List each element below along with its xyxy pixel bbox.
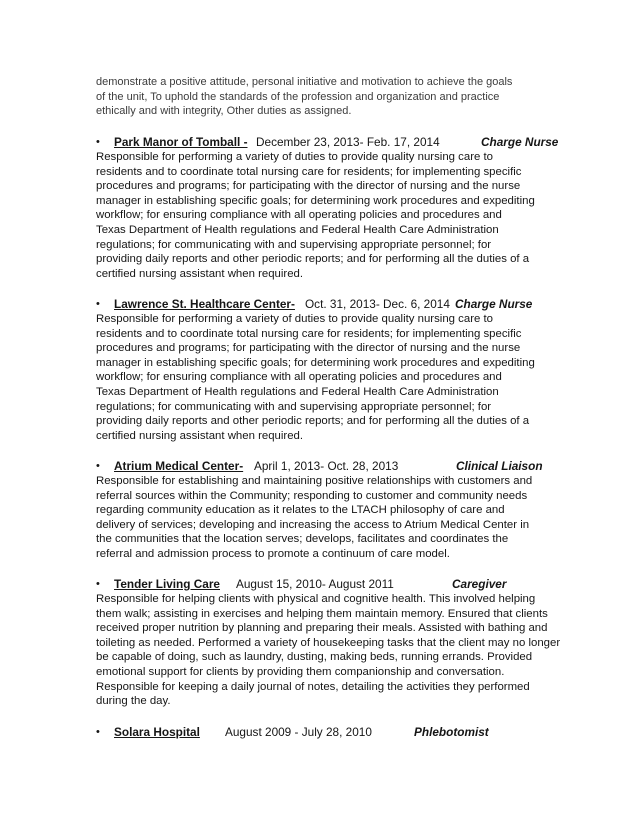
employer-name: Tender Living Care [114, 577, 220, 591]
employer-name: Lawrence St. Healthcare Center- [114, 297, 295, 311]
job-description [96, 312, 576, 443]
description-line: workflow; for ensuring compliance with all operating policies and procedures and [96, 371, 502, 384]
description-line: procedures and programs; for participating with the director of nursing and the nurse [96, 342, 521, 355]
job-description [96, 474, 576, 562]
description-line: regarding community education as it relates to the LTACH philosophy of care and [96, 504, 505, 517]
employment-dates: August 2009 - July 28, 2010 [225, 725, 372, 739]
employer-name: Park Manor of Tomball - [114, 135, 248, 149]
description-line: received proper nutrition by planning and preparing their meals. Assisted with bathing and [96, 622, 548, 635]
employment-dates: December 23, 2013- Feb. 17, 2014 [256, 135, 440, 149]
job-description [96, 150, 576, 281]
description-line: Texas Department of Health regulations and Federal Health Care Administration [96, 223, 499, 236]
description-line: certified nursing assistant when required. [96, 429, 304, 442]
description-line: manager in establishing specific goals; for determining work procedures and expediting [96, 356, 535, 369]
employer-name: Atrium Medical Center- [114, 459, 244, 473]
employer-name: Solara Hospital [114, 725, 200, 739]
description-line: them walk; assisting in exercises and helping them maintain memory. Ensured that clients [96, 607, 548, 620]
description-line: Responsible for helping clients with physical and cognitive health. This involved helping [96, 593, 536, 605]
job-header [96, 134, 576, 150]
description-line: regulations; for communicating with and supervising appropriate personnel; for [96, 238, 492, 251]
bullet-icon: • [96, 136, 100, 148]
bullet-icon: • [96, 726, 100, 738]
description-line: Texas Department of Health regulations and Federal Health Care Administration [96, 385, 499, 398]
job-title: Caregiver [452, 577, 507, 591]
job-header [96, 724, 576, 740]
description-line: workflow; for ensuring compliance with all operating policies and procedures and [96, 209, 502, 222]
job-title: Charge Nurse [455, 297, 533, 311]
description-line: during the day. [96, 695, 171, 708]
description-line: procedures and programs; for participating with the director of nursing and the nurse [96, 180, 521, 193]
description-line: the communities that the location serves; develops, facilitates and coordinates the [96, 533, 509, 546]
job-header [96, 458, 576, 474]
job-header [96, 296, 576, 312]
description-line: referral sources within the Community; responding to customer and community needs [96, 489, 528, 502]
employment-dates: April 1, 2013- Oct. 28, 2013 [254, 459, 399, 473]
intro-line: of the unit, To uphold the standards of the profession and organization and practice [96, 90, 500, 103]
employment-dates: Oct. 31, 2013- Dec. 6, 2014 [305, 297, 450, 311]
job-entry-atrium [96, 458, 576, 562]
job-header [96, 576, 576, 592]
description-line: Responsible for establishing and maintaining positive relationships with customers and [96, 475, 533, 487]
description-line: residents and to coordinate total nursing care for residents; for implementing specific [96, 165, 522, 178]
description-line: regulations; for communicating with and supervising appropriate personnel; for [96, 400, 492, 413]
description-line: certified nursing assistant when required. [96, 267, 304, 280]
bullet-icon: • [96, 460, 100, 472]
job-title: Charge Nurse [481, 135, 559, 149]
description-line: Responsible for performing a variety of duties to provide quality nursing care to [96, 313, 493, 325]
description-line: Responsible for performing a variety of duties to provide quality nursing care to [96, 151, 493, 163]
description-line: providing daily reports and other periodic reports; and for performing all the duties of a [96, 415, 530, 428]
description-line: emotional support for clients by providing them companionship and conversation. [96, 665, 505, 678]
job-title: Phlebotomist [414, 725, 489, 739]
intro-paragraph [96, 75, 566, 119]
description-line: providing daily reports and other periodic reports; and for performing all the duties of a [96, 253, 530, 266]
job-entry-park-manor [96, 134, 576, 281]
bullet-icon: • [96, 578, 100, 590]
description-line: referral and admission process to promote a continuum of care model. [96, 547, 450, 560]
employment-dates: August 15, 2010- August 2011 [236, 577, 394, 591]
job-title: Clinical Liaison [456, 459, 543, 473]
job-description [96, 592, 576, 709]
intro-line: demonstrate a positive attitude, personal initiative and motivation to achieve the goals [96, 76, 513, 88]
job-entry-solara [96, 724, 576, 740]
description-line: toileting as needed. Performed a variety of housekeeping tasks that the client may no longer [96, 636, 561, 649]
description-line: manager in establishing specific goals; for determining work procedures and expediting [96, 194, 535, 207]
job-entry-lawrence-st [96, 296, 576, 443]
description-line: residents and to coordinate total nursing care for residents; for implementing specific [96, 327, 522, 340]
job-entry-tender-living [96, 576, 576, 709]
bullet-icon: • [96, 298, 100, 310]
description-line: be capable of doing, such as laundry, dusting, making beds, running errands. Provided [96, 651, 533, 664]
description-line: Responsible for keeping a daily journal of notes, detailing the activities they performed [96, 680, 530, 693]
description-line: delivery of services; developing and increasing the access to Atrium Medical Center in [96, 518, 530, 531]
intro-line: ethically and with integrity, Other duties as assigned. [96, 105, 352, 118]
